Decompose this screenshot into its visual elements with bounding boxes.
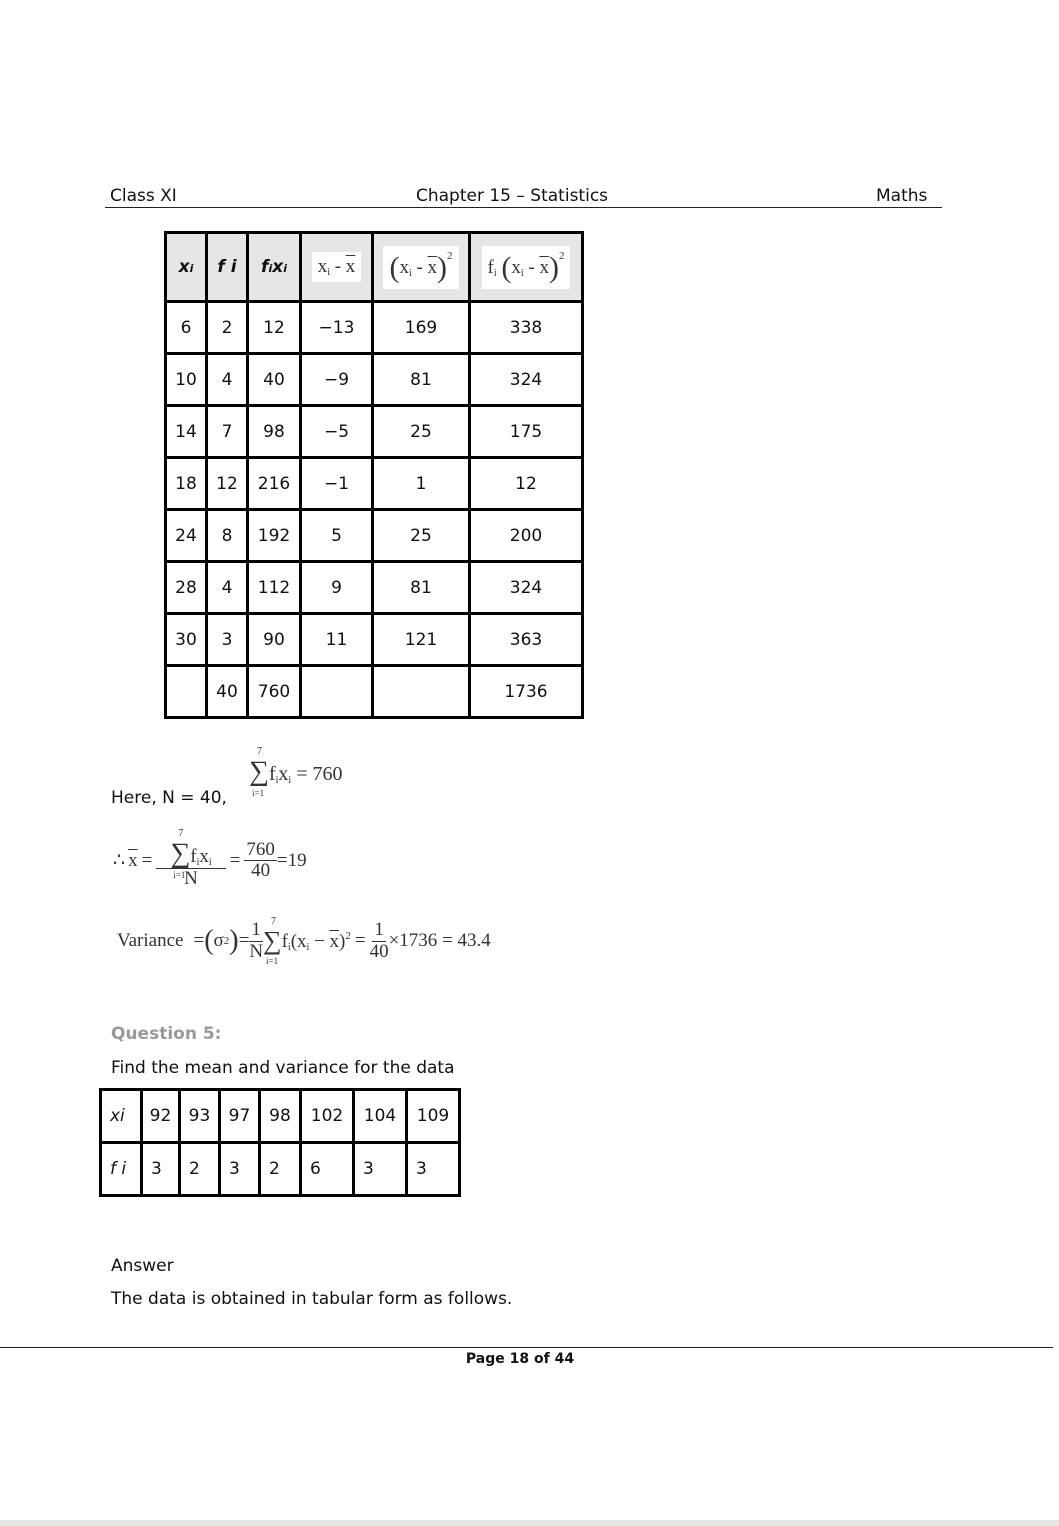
cell: 12 <box>207 458 248 510</box>
answer-text: The data is obtained in tabular form as follows. <box>111 1289 513 1309</box>
table-row <box>166 406 583 458</box>
cell: 92 <box>142 1090 180 1143</box>
cell: 25 <box>373 510 470 562</box>
page-header <box>110 186 930 206</box>
cell: 4 <box>207 354 248 406</box>
cell: 200 <box>470 510 583 562</box>
cell: 10 <box>166 354 207 406</box>
sigma-symbol: ∑ 7 i=1 <box>249 746 269 798</box>
total-weighted-squares: 1736 <box>470 666 583 718</box>
cell: −13 <box>301 302 373 354</box>
cell: 9 <box>301 562 373 614</box>
table-row <box>166 614 583 666</box>
cell: 97 <box>220 1090 260 1143</box>
cell: 25 <box>373 406 470 458</box>
cell: −9 <box>301 354 373 406</box>
mean-formula: ∴ $\overline{x}$ = ∑ 7 i=1 $f_ix_i$ N = $\frac{760}{40}$ =19 <box>113 828 307 889</box>
cell: 93 <box>180 1090 220 1143</box>
cell: 3 <box>142 1143 180 1196</box>
cell: 4 <box>207 562 248 614</box>
table-header-row <box>166 233 583 302</box>
cell: 8 <box>207 510 248 562</box>
cell: 324 <box>470 562 583 614</box>
cell: 7 <box>207 406 248 458</box>
total-fixi: 760 <box>248 666 301 718</box>
cell: 6 <box>301 1143 354 1196</box>
cell: 11 <box>301 614 373 666</box>
header-weighted-deviation-squared: $f_i$ $(x_i - \overline{x})^2$ <box>470 233 583 302</box>
cell: 102 <box>301 1090 354 1143</box>
cell: 28 <box>166 562 207 614</box>
header-fixi: fixi <box>248 233 301 302</box>
cell: 30 <box>166 614 207 666</box>
mean-fraction-sum: ∑ 7 i=1 $f_ix_i$ N <box>156 832 225 890</box>
cell: 363 <box>470 614 583 666</box>
cell: −5 <box>301 406 373 458</box>
cell: 338 <box>470 302 583 354</box>
table-row <box>166 562 583 614</box>
xi-label: xi <box>101 1090 142 1143</box>
cell: 324 <box>470 354 583 406</box>
table-row <box>166 510 583 562</box>
header-chapter: Chapter 15 – Statistics <box>416 186 609 206</box>
cell: 1 <box>373 458 470 510</box>
therefore-symbol: ∴ <box>113 850 126 872</box>
cell <box>373 666 470 718</box>
cell: 192 <box>248 510 301 562</box>
question-prompt: Find the mean and variance for the data <box>111 1058 455 1078</box>
header-divider <box>105 207 942 208</box>
header-fi: f i <box>207 233 248 302</box>
cell <box>166 666 207 718</box>
mean-fraction-values: $\frac{760}{40}$ <box>246 838 275 882</box>
cell: 175 <box>470 406 583 458</box>
sum-fx-formula: ∑ 7 i=1 $f_ix_i = 760$ <box>249 746 343 798</box>
cell: 3 <box>407 1143 460 1196</box>
cell: 3 <box>207 614 248 666</box>
table-row <box>166 302 583 354</box>
header-class: Class XI <box>110 186 177 206</box>
cell: 5 <box>301 510 373 562</box>
question-data-table <box>99 1088 461 1197</box>
frequency-table <box>164 231 584 719</box>
cell: 90 <box>248 614 301 666</box>
cell: 12 <box>470 458 583 510</box>
cell: 169 <box>373 302 470 354</box>
cell: 14 <box>166 406 207 458</box>
cell: 98 <box>248 406 301 458</box>
cell: −1 <box>301 458 373 510</box>
cell: 81 <box>373 354 470 406</box>
cell: 2 <box>207 302 248 354</box>
sum-fx-value: = 760 <box>296 763 343 785</box>
mean-result: =19 <box>276 849 307 871</box>
cell: 104 <box>354 1090 407 1143</box>
variance-label: Variance <box>117 930 184 952</box>
total-frequency: 40 <box>207 666 248 718</box>
here-n-text: Here, N = 40, <box>111 788 227 808</box>
cell: 121 <box>373 614 470 666</box>
cell: 2 <box>180 1143 220 1196</box>
cell: 2 <box>260 1143 301 1196</box>
cell: 18 <box>166 458 207 510</box>
table-row <box>166 458 583 510</box>
xi-row <box>101 1090 460 1143</box>
page-number: Page 18 of 44 <box>465 1351 575 1367</box>
fi-row <box>101 1143 460 1196</box>
cell: 3 <box>220 1143 260 1196</box>
cell: 6 <box>166 302 207 354</box>
cell: 109 <box>407 1090 460 1143</box>
cell: 3 <box>354 1143 407 1196</box>
cell: 98 <box>260 1090 301 1143</box>
cell: 81 <box>373 562 470 614</box>
answer-label: Answer <box>111 1256 174 1276</box>
question-title: Question 5: <box>111 1024 222 1044</box>
variance-result: ×1736 = 43.4 <box>388 930 491 952</box>
cell: 24 <box>166 510 207 562</box>
cell: 12 <box>248 302 301 354</box>
header-subject: Maths <box>876 186 928 206</box>
table-row <box>166 354 583 406</box>
header-deviation: $x_i - \overline{x}$ <box>301 233 373 302</box>
cell <box>301 666 373 718</box>
footer-divider <box>0 1347 1053 1348</box>
cell: 40 <box>248 354 301 406</box>
header-xi: xi <box>166 233 207 302</box>
header-deviation-squared: $(x_i - \overline{x})^2$ <box>373 233 470 302</box>
fi-label: f i <box>101 1143 142 1196</box>
cell: 216 <box>248 458 301 510</box>
table-total-row <box>166 666 583 718</box>
cell: 112 <box>248 562 301 614</box>
page-bottom-band <box>0 1520 1059 1526</box>
variance-formula: Variance = ( σ 2 ) = $\frac{1}{N}$ ∑ 7 i=1 $f_i(x_i - \overline{x})^2$ = $\frac{1}{40}$ ×1736 = 43.4 <box>117 916 491 967</box>
